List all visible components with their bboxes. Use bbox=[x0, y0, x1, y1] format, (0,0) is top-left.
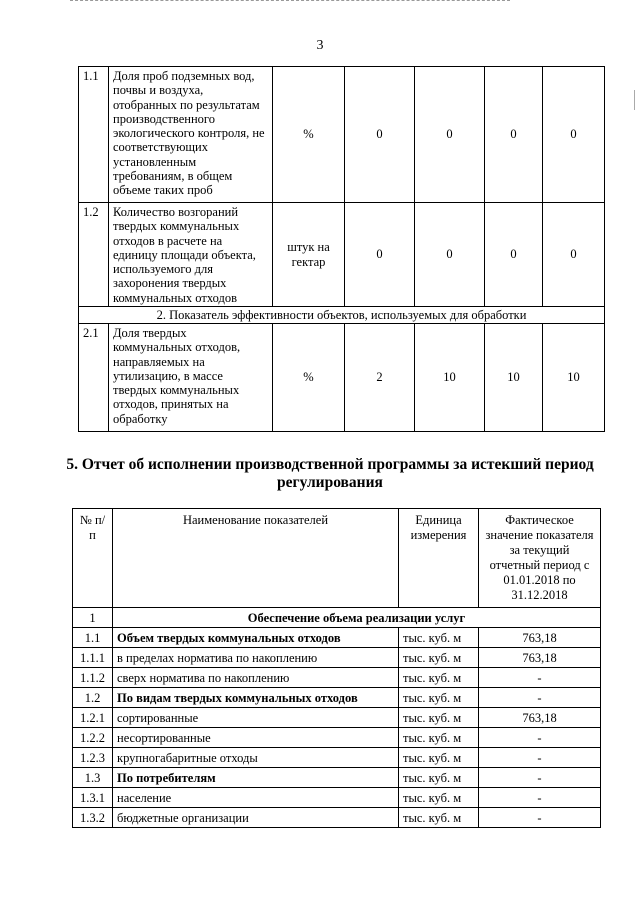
row-number: 1.1.1 bbox=[73, 648, 113, 668]
row-value: - bbox=[479, 688, 601, 708]
indicator-value: 0 bbox=[415, 203, 485, 307]
table-row bbox=[73, 748, 601, 768]
table-row bbox=[73, 708, 601, 728]
indicator-value: 0 bbox=[485, 67, 543, 203]
row-number: 1.2.2 bbox=[73, 728, 113, 748]
table-row bbox=[79, 203, 605, 307]
section-row bbox=[79, 307, 605, 324]
row-number: 1.2 bbox=[73, 688, 113, 708]
table-row bbox=[73, 628, 601, 648]
row-name: несортированные bbox=[113, 728, 399, 748]
indicators-table bbox=[78, 66, 605, 432]
row-number: 1.1 bbox=[73, 628, 113, 648]
row-number: 1.2.1 bbox=[73, 708, 113, 728]
table-row bbox=[73, 668, 601, 688]
indicator-description: Доля твердых коммунальных отходов, направляемых на утилизацию, в массе твердых коммунальных отходов, принятых на обработку bbox=[109, 324, 273, 432]
section-title: Обеспечение объема реализации услуг bbox=[113, 608, 601, 628]
row-value: - bbox=[479, 808, 601, 828]
row-name: крупногабаритные отходы bbox=[113, 748, 399, 768]
indicator-value: 0 bbox=[415, 67, 485, 203]
row-name: Объем твердых коммунальных отходов bbox=[113, 628, 399, 648]
row-unit: тыс. куб. м bbox=[399, 688, 479, 708]
table-row bbox=[73, 688, 601, 708]
row-value: - bbox=[479, 788, 601, 808]
indicator-description: Доля проб подземных вод, почвы и воздуха, отобранных по результатам производственного экологического контроля, не соответствующих установленным требованиям, в общем объеме таких проб bbox=[109, 67, 273, 203]
col-header-name: Наименование показателей bbox=[113, 509, 399, 608]
page-number: 3 bbox=[316, 38, 324, 53]
row-unit: тыс. куб. м bbox=[399, 748, 479, 768]
row-number: 2.1 bbox=[79, 324, 109, 432]
row-name: По потребителям bbox=[113, 768, 399, 788]
row-value: - bbox=[479, 728, 601, 748]
report-table bbox=[72, 508, 601, 828]
indicator-value: 0 bbox=[345, 203, 415, 307]
row-number: 1.1.2 bbox=[73, 668, 113, 688]
row-name: бюджетные организации bbox=[113, 808, 399, 828]
col-header-unit: Единица измерения bbox=[399, 509, 479, 608]
row-unit: тыс. куб. м bbox=[399, 728, 479, 748]
section-row bbox=[73, 608, 601, 628]
row-unit: тыс. куб. м bbox=[399, 668, 479, 688]
indicator-value: 2 bbox=[345, 324, 415, 432]
indicator-value: 0 bbox=[543, 67, 605, 203]
row-unit: тыс. куб. м bbox=[399, 648, 479, 668]
indicator-value: 10 bbox=[415, 324, 485, 432]
header-row bbox=[73, 509, 601, 608]
indicator-value: 0 bbox=[543, 203, 605, 307]
table-row bbox=[73, 808, 601, 828]
indicator-value: 10 bbox=[543, 324, 605, 432]
row-value: - bbox=[479, 768, 601, 788]
row-value: 763,18 bbox=[479, 628, 601, 648]
row-number: 1.2.3 bbox=[73, 748, 113, 768]
row-name: сортированные bbox=[113, 708, 399, 728]
table-row bbox=[73, 728, 601, 748]
indicator-unit: штук на гектар bbox=[273, 203, 345, 307]
row-number: 1.3.1 bbox=[73, 788, 113, 808]
table-row bbox=[73, 648, 601, 668]
row-number: 1.3.2 bbox=[73, 808, 113, 828]
row-unit: тыс. куб. м bbox=[399, 628, 479, 648]
section-number: 1 bbox=[73, 608, 113, 628]
report-heading: 5. Отчет об исполнении производственной программы за истекший период регулирования bbox=[66, 456, 594, 491]
row-value: 763,18 bbox=[479, 648, 601, 668]
row-unit: тыс. куб. м bbox=[399, 808, 479, 828]
row-name: в пределах норматива по накоплению bbox=[113, 648, 399, 668]
table-row bbox=[73, 788, 601, 808]
table-row bbox=[73, 768, 601, 788]
margin-mark bbox=[634, 90, 638, 110]
col-header-number: № п/п bbox=[73, 509, 113, 608]
row-number: 1.3 bbox=[73, 768, 113, 788]
page-top-edge bbox=[70, 0, 510, 3]
indicator-value: 10 bbox=[485, 324, 543, 432]
row-name: сверх норматива по накоплению bbox=[113, 668, 399, 688]
indicator-unit: % bbox=[273, 67, 345, 203]
row-name: население bbox=[113, 788, 399, 808]
row-name: По видам твердых коммунальных отходов bbox=[113, 688, 399, 708]
row-unit: тыс. куб. м bbox=[399, 708, 479, 728]
row-number: 1.1 bbox=[79, 67, 109, 203]
row-number: 1.2 bbox=[79, 203, 109, 307]
indicator-description: Количество возгораний твердых коммунальных отходов в расчете на единицу площади объекта, используемого для захоронения твердых коммунальных отходов bbox=[109, 203, 273, 307]
indicator-value: 0 bbox=[485, 203, 543, 307]
indicator-value: 0 bbox=[345, 67, 415, 203]
row-unit: тыс. куб. м bbox=[399, 768, 479, 788]
table-row bbox=[79, 67, 605, 203]
col-header-value: Фактическое значение показателя за текущий отчетный период с 01.01.2018 по 31.12.2018 bbox=[479, 509, 601, 608]
indicator-unit: % bbox=[273, 324, 345, 432]
section-title: 2. Показатель эффективности объектов, используемых для обработки bbox=[79, 307, 605, 324]
row-unit: тыс. куб. м bbox=[399, 788, 479, 808]
row-value: 763,18 bbox=[479, 708, 601, 728]
row-value: - bbox=[479, 748, 601, 768]
table-row bbox=[79, 324, 605, 432]
row-value: - bbox=[479, 668, 601, 688]
